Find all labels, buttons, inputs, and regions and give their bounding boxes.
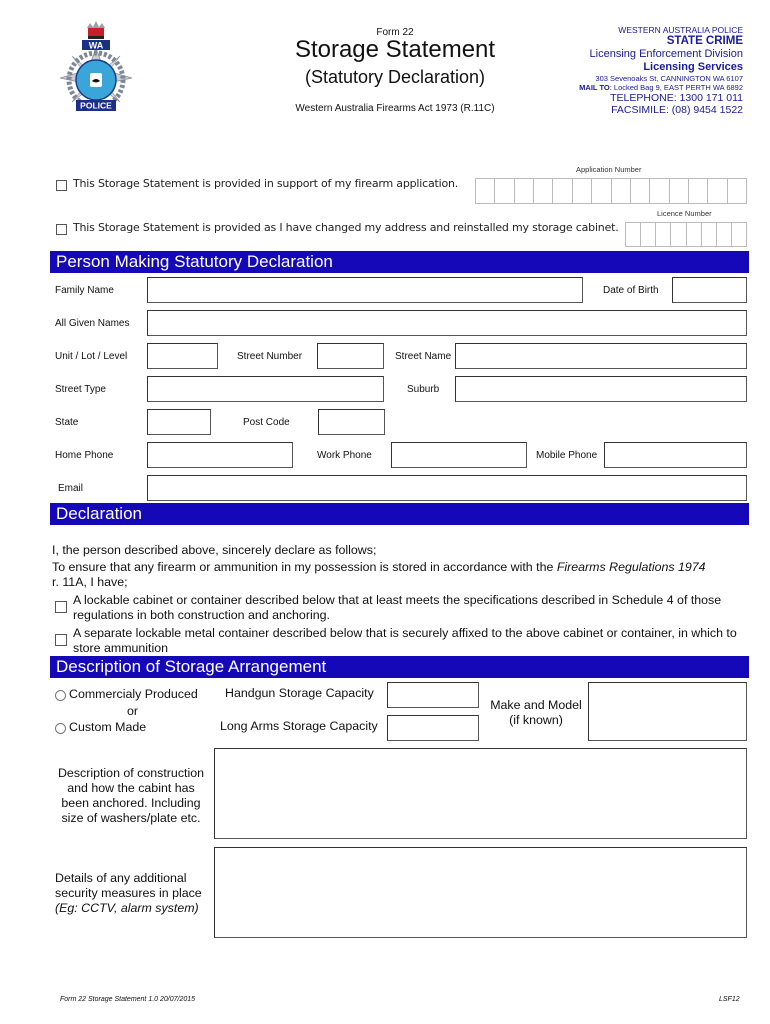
home-phone-field[interactable]: [147, 442, 293, 468]
agency-mail-to: [579, 83, 743, 92]
agency-facsimile: FACSIMILE: (08) 9454 1522: [611, 104, 743, 116]
svg-text:POLICE: POLICE: [80, 100, 112, 111]
comb-cell[interactable]: [612, 179, 631, 203]
lockable-cabinet-label: A lockable cabinet or container described below that at least meets the specifications described in Schedule 4 of those regulations in both construction and anchoring.: [73, 593, 722, 622]
form-number: Form 22: [376, 27, 414, 38]
section-storage-header: Description of Storage Arrangement: [50, 656, 749, 678]
agency-address: 303 Sevenoaks St, CANNINGTON WA 6107: [595, 74, 743, 83]
wa-police-badge-icon: [52, 18, 140, 118]
comb-cell[interactable]: [650, 179, 669, 203]
comb-cell[interactable]: [476, 179, 495, 203]
longarms-capacity-label: Long Arms Storage Capacity: [220, 719, 378, 733]
comb-cell[interactable]: [717, 223, 732, 246]
street-number-field[interactable]: [317, 343, 384, 369]
street-type-field[interactable]: [147, 376, 384, 402]
section-person-header: Person Making Statutory Declaration: [50, 251, 749, 273]
footer-form-version: Form 22 Storage Statement 1.0 20/07/2015: [60, 996, 196, 1003]
mobile-phone-label: Mobile Phone: [536, 450, 598, 461]
agency-telephone: TELEPHONE: 1300 171 011: [610, 92, 743, 104]
comb-cell[interactable]: [728, 179, 746, 203]
suburb-field[interactable]: [455, 376, 747, 402]
section-declaration-header: Declaration: [50, 503, 749, 525]
svg-text:WA: WA: [88, 40, 104, 51]
security-measures-label: [55, 871, 215, 916]
construction-description-field[interactable]: [214, 748, 747, 839]
unit-field[interactable]: [147, 343, 218, 369]
firearms-regulations-ref: Firearms Regulations 1974: [556, 560, 706, 574]
agency-org: WESTERN AUSTRALIA POLICE: [618, 25, 743, 35]
declaration-ensure: [52, 560, 752, 590]
comb-cell[interactable]: [515, 179, 534, 203]
comb-cell[interactable]: [689, 179, 708, 203]
street-type-label: Street Type: [55, 384, 106, 395]
agency-division: STATE CRIME: [666, 35, 743, 47]
comb-cell[interactable]: [495, 179, 514, 203]
page-title: Storage Statement: [294, 36, 496, 63]
lockable-cabinet-checkbox[interactable]: [55, 601, 67, 613]
ensure-suffix: r. 11A, I have;: [52, 575, 128, 589]
ensure-prefix: To ensure that any firearm or ammunition in my possession is stored in accordance with the: [52, 560, 557, 574]
custom-made-radio[interactable]: [55, 723, 66, 734]
handgun-capacity-field[interactable]: [387, 682, 479, 708]
post-code-label: Post Code: [243, 417, 290, 428]
handgun-capacity-label: Handgun Storage Capacity: [225, 686, 374, 700]
comb-cell[interactable]: [641, 223, 656, 246]
security-measures-hint: (Eg: CCTV, alarm system): [55, 901, 199, 915]
agency-unit: Licensing Enforcement Division: [589, 48, 743, 60]
ammunition-container-checkbox[interactable]: [55, 634, 67, 646]
commercially-produced-label: Commercialy Produced: [69, 687, 198, 701]
declaration-intro: I, the person described above, sincerely declare as follows;: [52, 543, 377, 557]
unit-label: Unit / Lot / Level: [55, 351, 128, 362]
firearm-application-label: This Storage Statement is provided in support of my firearm application.: [73, 177, 459, 190]
comb-cell[interactable]: [702, 223, 717, 246]
family-name-label: Family Name: [55, 285, 114, 296]
application-number-input[interactable]: [475, 178, 747, 204]
make-model-text: Make and Model: [490, 698, 582, 712]
comb-cell[interactable]: [626, 223, 641, 246]
mail-to-address: : Locked Bag 9, EAST PERTH WA 6892: [609, 83, 743, 92]
footer-form-code: LSF12: [719, 996, 740, 1003]
security-measures-text: Details of any additional security measures in place: [55, 871, 202, 900]
comb-cell[interactable]: [553, 179, 572, 203]
mail-to-label: MAIL TO: [579, 83, 610, 92]
family-name-field[interactable]: [147, 277, 583, 303]
licence-number-input[interactable]: [625, 222, 747, 247]
state-field[interactable]: [147, 409, 211, 435]
comb-cell[interactable]: [687, 223, 702, 246]
state-label: State: [55, 417, 79, 428]
comb-cell[interactable]: [592, 179, 611, 203]
make-model-field[interactable]: [588, 682, 747, 741]
licence-number-label: Licence Number: [657, 209, 712, 218]
security-measures-field[interactable]: [214, 847, 747, 938]
make-model-label: [484, 698, 588, 728]
act-reference: Western Australia Firearms Act 1973 (R.11C): [295, 103, 495, 114]
street-name-label: Street Name: [395, 351, 452, 362]
longarms-capacity-field[interactable]: [387, 715, 479, 741]
application-number-label: Application Number: [576, 165, 642, 174]
email-label: Email: [58, 483, 84, 494]
comb-cell[interactable]: [670, 179, 689, 203]
commercially-produced-radio[interactable]: [55, 690, 66, 701]
work-phone-label: Work Phone: [317, 450, 372, 461]
comb-cell[interactable]: [708, 179, 727, 203]
post-code-field[interactable]: [318, 409, 385, 435]
comb-cell[interactable]: [631, 179, 650, 203]
make-model-hint: (if known): [509, 713, 563, 727]
street-name-field[interactable]: [455, 343, 747, 369]
date-of-birth-label: Date of Birth: [603, 285, 659, 296]
comb-cell[interactable]: [656, 223, 671, 246]
comb-cell[interactable]: [534, 179, 553, 203]
or-label: or: [127, 704, 139, 718]
email-field[interactable]: [147, 475, 747, 501]
construction-label: Description of construction and how the cabint has been anchored. Including size of washers/plate etc.: [57, 766, 204, 825]
mobile-phone-field[interactable]: [604, 442, 747, 468]
date-of-birth-field[interactable]: [672, 277, 747, 303]
given-names-field[interactable]: [147, 310, 747, 336]
comb-cell[interactable]: [573, 179, 592, 203]
change-of-address-checkbox[interactable]: [56, 224, 67, 235]
change-of-address-label: This Storage Statement is provided as I have changed my address and reinstalled my storage cabinet.: [73, 221, 619, 234]
page-subtitle: (Statutory Declaration): [304, 67, 486, 87]
agency-service: Licensing Services: [643, 61, 743, 73]
custom-made-label: Custom Made: [69, 720, 147, 734]
ammunition-container-label: A separate lockable metal container described below that is securely affixed to the above cabinet or container, in which to store ammunition: [73, 626, 737, 655]
firearm-application-checkbox[interactable]: [56, 180, 67, 191]
street-number-label: Street Number: [237, 351, 303, 362]
home-phone-label: Home Phone: [55, 450, 114, 461]
suburb-label: Suburb: [407, 384, 440, 395]
comb-cell[interactable]: [671, 223, 686, 246]
work-phone-field[interactable]: [391, 442, 527, 468]
comb-cell[interactable]: [732, 223, 746, 246]
given-names-label: All Given Names: [55, 318, 130, 329]
